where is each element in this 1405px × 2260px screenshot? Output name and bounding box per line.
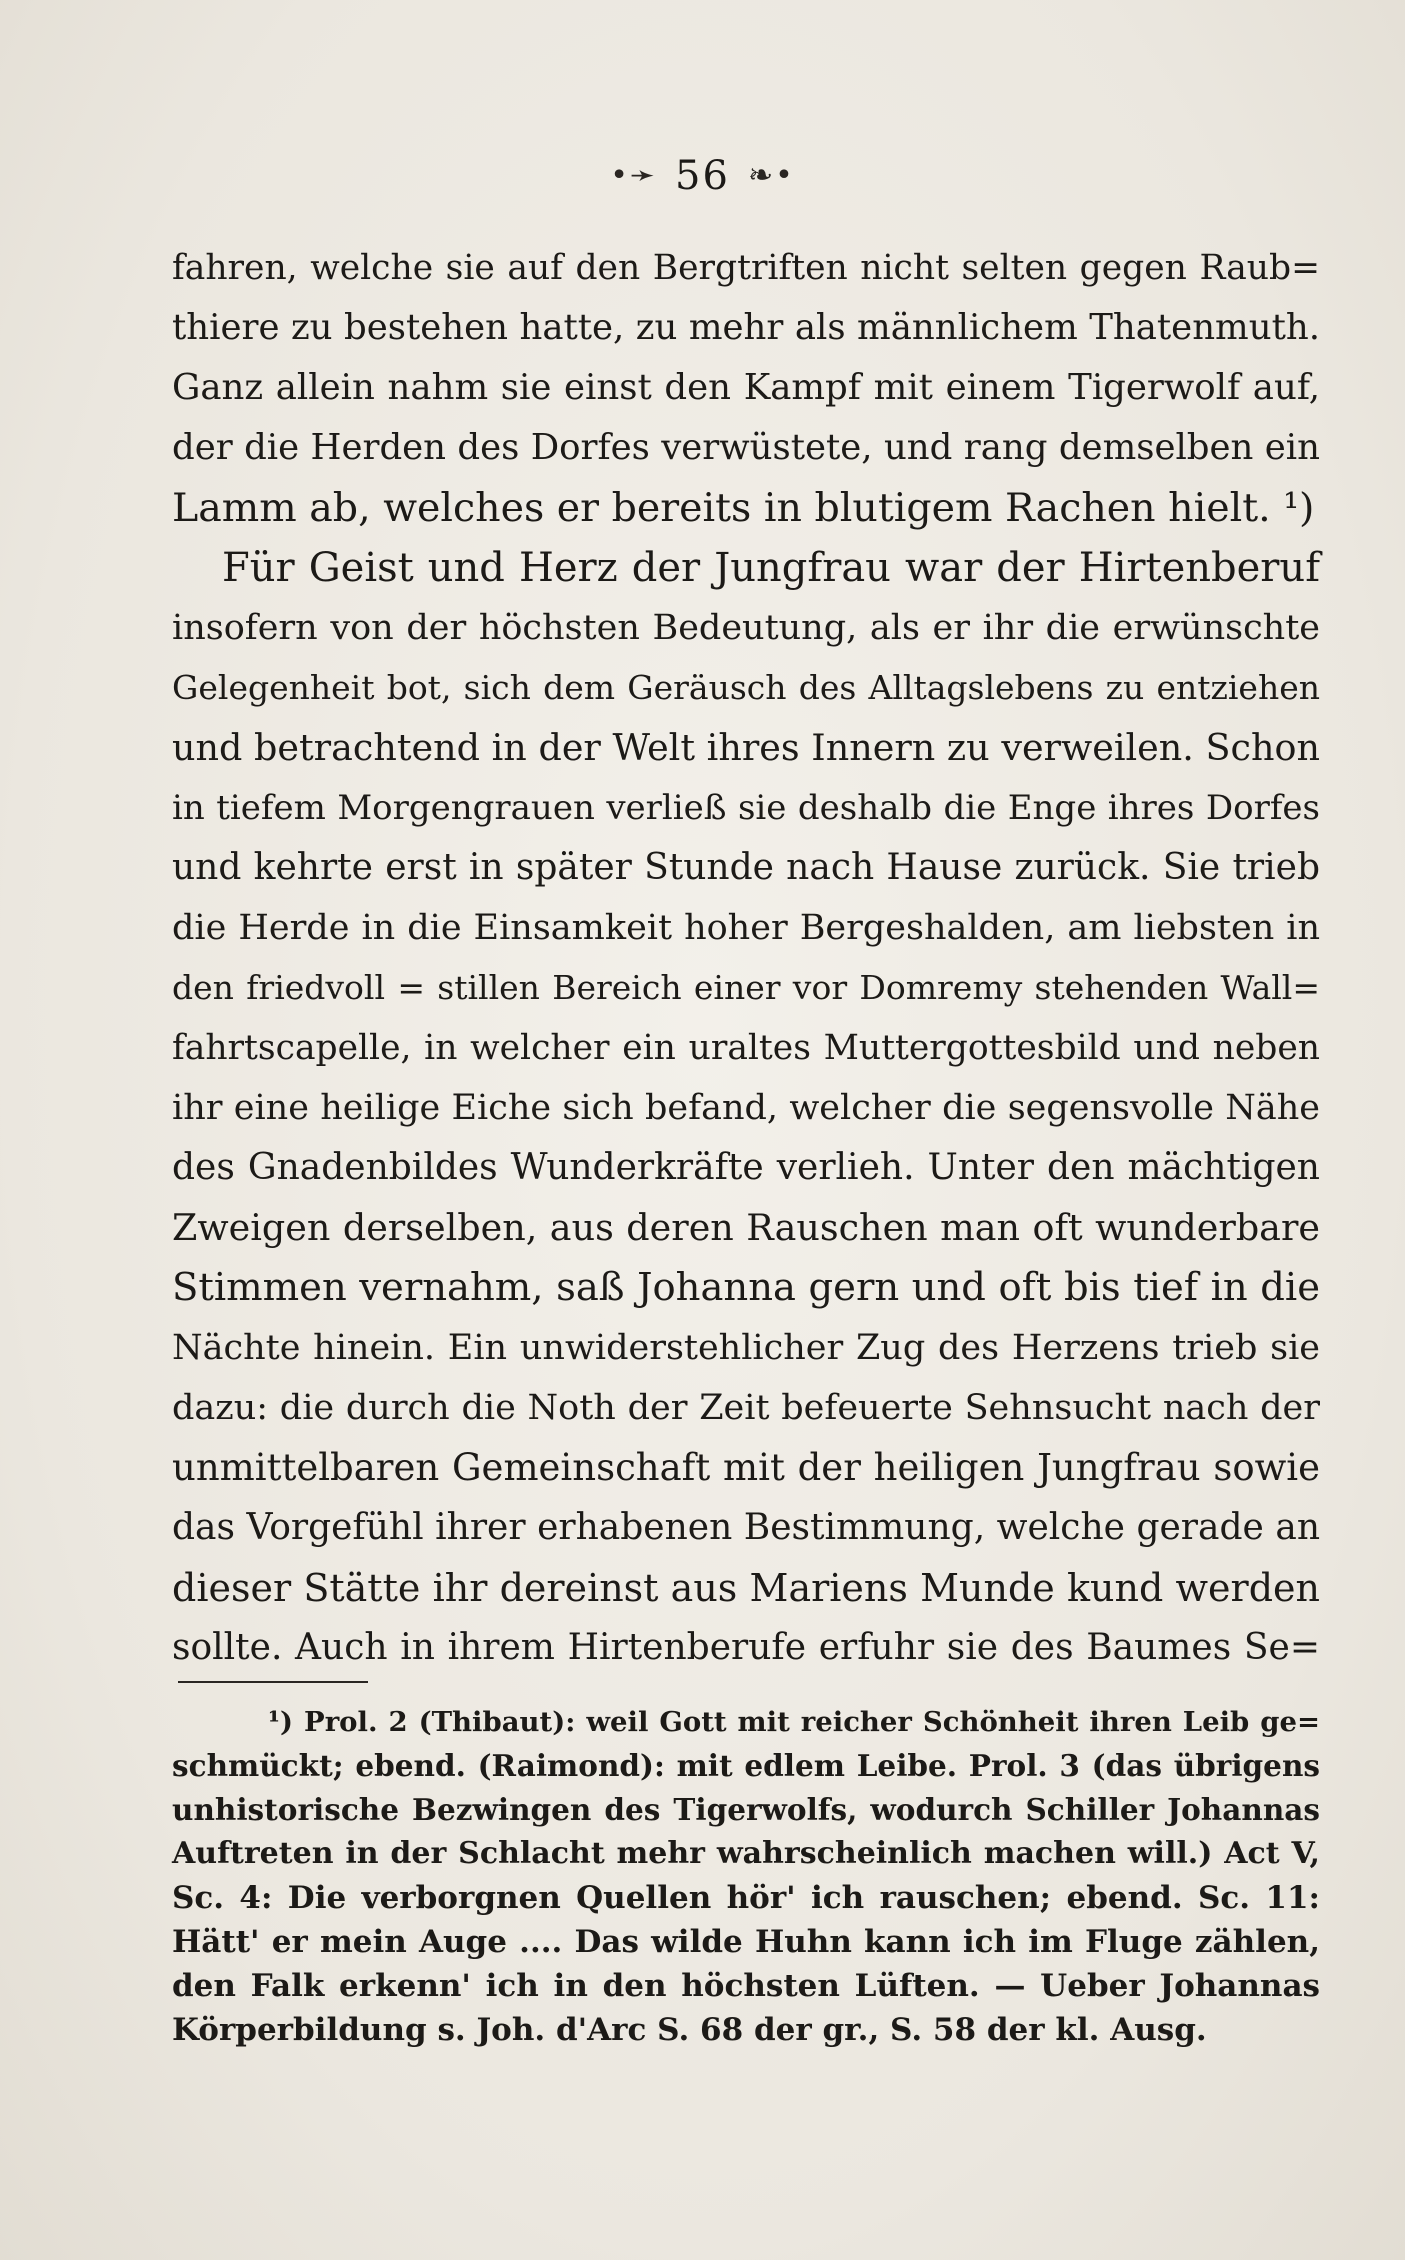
footnote-line: ¹) Prol. 2 (Thibaut): weil Gott mit reicher Schönheit ihren Leib ge=	[268, 1706, 1320, 1738]
text-line: das Vorgefühl ihrer erhabenen Bestimmung, welche gerade an	[172, 1507, 1320, 1548]
text-line: ihr eine heilige Eiche sich befand, welcher die segensvolle Nähe	[172, 1088, 1320, 1128]
footnote-divider	[178, 1681, 368, 1683]
footnote-line: schmückt; ebend. (Raimond): mit edlem Leibe. Prol. 3 (das übrigens	[172, 1748, 1320, 1783]
footnote-line: unhistorische Bezwingen des Tigerwolfs, wodurch Schiller Johannas	[172, 1792, 1320, 1827]
page-header	[0, 152, 1405, 200]
text-line: fahren, welche sie auf den Bergtriften nicht selten gegen Raub=	[172, 248, 1320, 288]
footnote-line: Körperbildung s. Joh. d'Arc S. 68 der gr., S. 58 der kl. Ausg.	[172, 2012, 1207, 2048]
text-line: dieser Stätte ihr dereinst aus Mariens Munde kund werden	[172, 1566, 1320, 1610]
footnote-line: den Falk erkenn' ich in den höchsten Lüften. — Ueber Johannas	[172, 1968, 1320, 2004]
text-line: den friedvoll = stillen Bereich einer vor Domremy stehenden Wall=	[172, 968, 1320, 1007]
footnote-line: Auftreten in der Schlacht mehr wahrscheinlich machen will.) Act V,	[172, 1836, 1320, 1871]
text-line: Gelegenheit bot, sich dem Geräusch des Alltagslebens zu entziehen	[172, 668, 1320, 707]
text-line: Stimmen vernahm, saß Johanna gern und oft bis tief in die	[172, 1265, 1320, 1310]
text-line: Zweigen derselben, aus deren Rauschen man oft wunderbare	[172, 1206, 1320, 1249]
text-line: der die Herden des Dorfes verwüstete, und rang demselben ein	[172, 427, 1320, 468]
ornament-right-icon: ❧•	[747, 158, 795, 193]
text-line: unmittelbaren Gemeinschaft mit der heiligen Jungfrau sowie	[172, 1446, 1320, 1489]
text-line: dazu: die durch die Noth der Zeit befeuerte Sehnsucht nach der	[172, 1388, 1320, 1428]
text-line: die Herde in die Einsamkeit hoher Bergeshalden, am liebsten in	[172, 908, 1320, 948]
ornament-left-icon: •➛	[610, 158, 658, 193]
text-line: Lamm ab, welches er bereits in blutigem Rachen hielt. ¹)	[172, 485, 1315, 531]
text-line: insofern von der höchsten Bedeutung, als er ihr die erwünschte	[172, 608, 1320, 648]
text-line: des Gnadenbildes Wunderkräfte verlieh. Unter den mächtigen	[172, 1147, 1320, 1188]
text-line: Nächte hinein. Ein unwiderstehlicher Zug des Herzens trieb sie	[172, 1328, 1320, 1368]
page-number: 56	[675, 153, 730, 199]
text-line: fahrtscapelle, in welcher ein uraltes Muttergottesbild und neben	[172, 1028, 1320, 1068]
main-text	[172, 238, 1320, 1678]
text-line: in tiefem Morgengrauen verließ sie deshalb die Enge ihres Dorfes	[172, 788, 1320, 828]
text-line: Für Geist und Herz der Jungfrau war der Hirtenberuf	[222, 545, 1320, 591]
footnotes	[172, 1700, 1320, 2052]
text-line: Ganz allein nahm sie einst den Kampf mit einem Tigerwolf auf,	[172, 367, 1320, 408]
footnote-line: Sc. 4: Die verborgnen Quellen hör' ich rauschen; ebend. Sc. 11:	[172, 1880, 1320, 1916]
footnote-line: Hätt' er mein Auge .... Das wilde Huhn kann ich im Fluge zählen,	[172, 1924, 1320, 1960]
text-line: und kehrte erst in später Stunde nach Hause zurück. Sie trieb	[172, 847, 1320, 888]
text-line: und betrachtend in der Welt ihres Innern zu verweilen. Schon	[172, 726, 1320, 769]
text-line: thiere zu bestehen hatte, zu mehr als männlichem Thatenmuth.	[172, 307, 1320, 348]
text-line: sollte. Auch in ihrem Hirtenberufe erfuhr sie des Baumes Se=	[172, 1627, 1320, 1668]
